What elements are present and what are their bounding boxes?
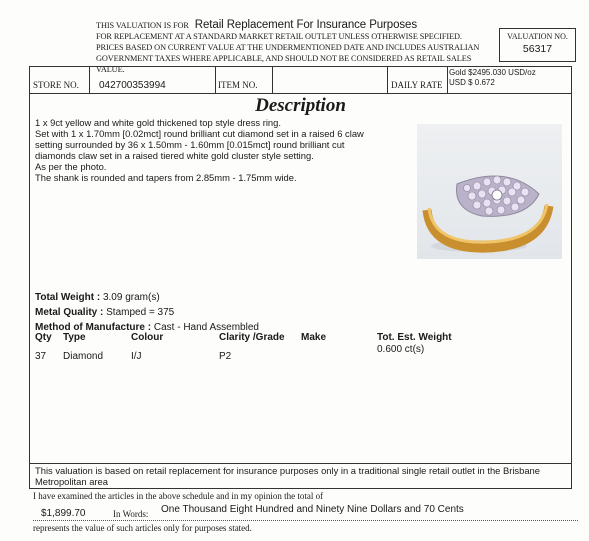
stone-weight: 0.600 ct(s): [377, 344, 425, 355]
store-label-cell: [30, 67, 90, 93]
stone-clarity: P2: [219, 351, 232, 362]
valuation-number: 56317: [522, 43, 553, 55]
store-number: 042700353994: [99, 80, 166, 91]
description-line: setting surrounded by 36 x 1.50mm - 1.60mm [0.015mct] round brilliant cut: [35, 139, 345, 150]
valuation-number-label: VALUATION NO.: [507, 32, 568, 41]
description-text: [35, 117, 410, 183]
manufacture-label: Method of Manufacture :: [35, 322, 152, 333]
description-line: As per the photo.: [35, 161, 107, 172]
representation-line: represents the value of such articles only for purposes stated.: [33, 523, 252, 533]
total-weight-label: Total Weight :: [35, 292, 101, 303]
valuation-main-panel: [29, 66, 572, 489]
stone-colour: I/J: [131, 351, 142, 362]
col-header-make: Make: [301, 332, 327, 343]
metal-quality-label: Metal Quality :: [35, 307, 104, 318]
stone-type: Diamond: [63, 351, 104, 362]
col-header-qty: Qty: [35, 332, 52, 343]
description-line: Set with 1 x 1.70mm [0.02mct] round brilliant cut diamond set in a raised 6 claw: [35, 128, 364, 139]
footer-note: This valuation is based on retail replacement for insurance purposes only in a traditional single retail outlet in the Brisbane Metropolitan area: [30, 463, 571, 488]
total-weight: 3.09 gram(s): [102, 292, 160, 303]
item-label-cell: [215, 67, 273, 93]
disclaimer-line: GOVERNMENT TAXES WHERE APPLICABLE, AND SHOULD NOT BE CONSIDERED AS RETAIL SALES VALUE.: [96, 54, 472, 74]
description-title: Description: [255, 95, 346, 116]
description-line: The shank is rounded and tapers from 2.85mm - 1.75mm wide.: [35, 172, 297, 183]
usd-rate: USD $ 0.672: [449, 78, 495, 87]
disclaimer-lead: THIS VALUATION IS FOR: [96, 21, 189, 30]
metal-quality: Stamped = 375: [106, 307, 175, 318]
col-header-clarity: Clarity /Grade: [219, 332, 285, 343]
store-number-cell: [89, 67, 216, 93]
valuation-purpose: Retail Replacement For Insurance Purposes: [194, 19, 417, 31]
col-header-type: Type: [63, 332, 86, 343]
manufacture: Cast - Hand Assembled: [153, 322, 259, 333]
certification-line: I have examined the articles in the above schedule and in my opinion the total of: [33, 491, 324, 501]
total-amount: $1,899.70: [41, 508, 86, 519]
amount-line: [33, 506, 578, 521]
valuation-number-box: [499, 28, 576, 62]
daily-rate-label-cell: [387, 67, 448, 93]
disclaimer-line: FOR REPLACEMENT AT A STANDARD MARKET RETAIL OUTLET UNLESS OTHERWISE SPECIFIED.: [96, 32, 462, 41]
gold-rate: Gold $2495.030 USD/oz: [449, 68, 536, 77]
item-number-cell: [272, 67, 388, 93]
col-header-colour: Colour: [131, 332, 164, 343]
stone-qty: 37: [35, 351, 47, 362]
metal-specs: [35, 290, 259, 335]
disclaimer-line: PRICES BASED ON CURRENT VALUE AT THE UNDERMENTIONED DATE AND INCLUDES AUSTRALIAN: [96, 43, 480, 52]
description-line: diamonds claw set in a raised tiered white gold cluster style setting.: [35, 150, 314, 161]
ring-illustration: [417, 124, 562, 259]
info-row: [30, 67, 571, 94]
amount-in-words: One Thousand Eight Hundred and Ninety Nine Dollars and 70 Cents: [161, 504, 464, 515]
ring-photo: [417, 124, 562, 259]
daily-rate-cell: [447, 67, 571, 93]
description-line: 1 x 9ct yellow and white gold thickened top style dress ring.: [35, 117, 281, 128]
daily-rate-label: DAILY RATE: [391, 80, 443, 90]
col-header-weight: Tot. Est. Weight: [377, 332, 452, 343]
in-words-label: In Words:: [113, 509, 149, 519]
item-label: ITEM NO.: [218, 80, 258, 90]
store-label: STORE NO.: [33, 80, 79, 90]
